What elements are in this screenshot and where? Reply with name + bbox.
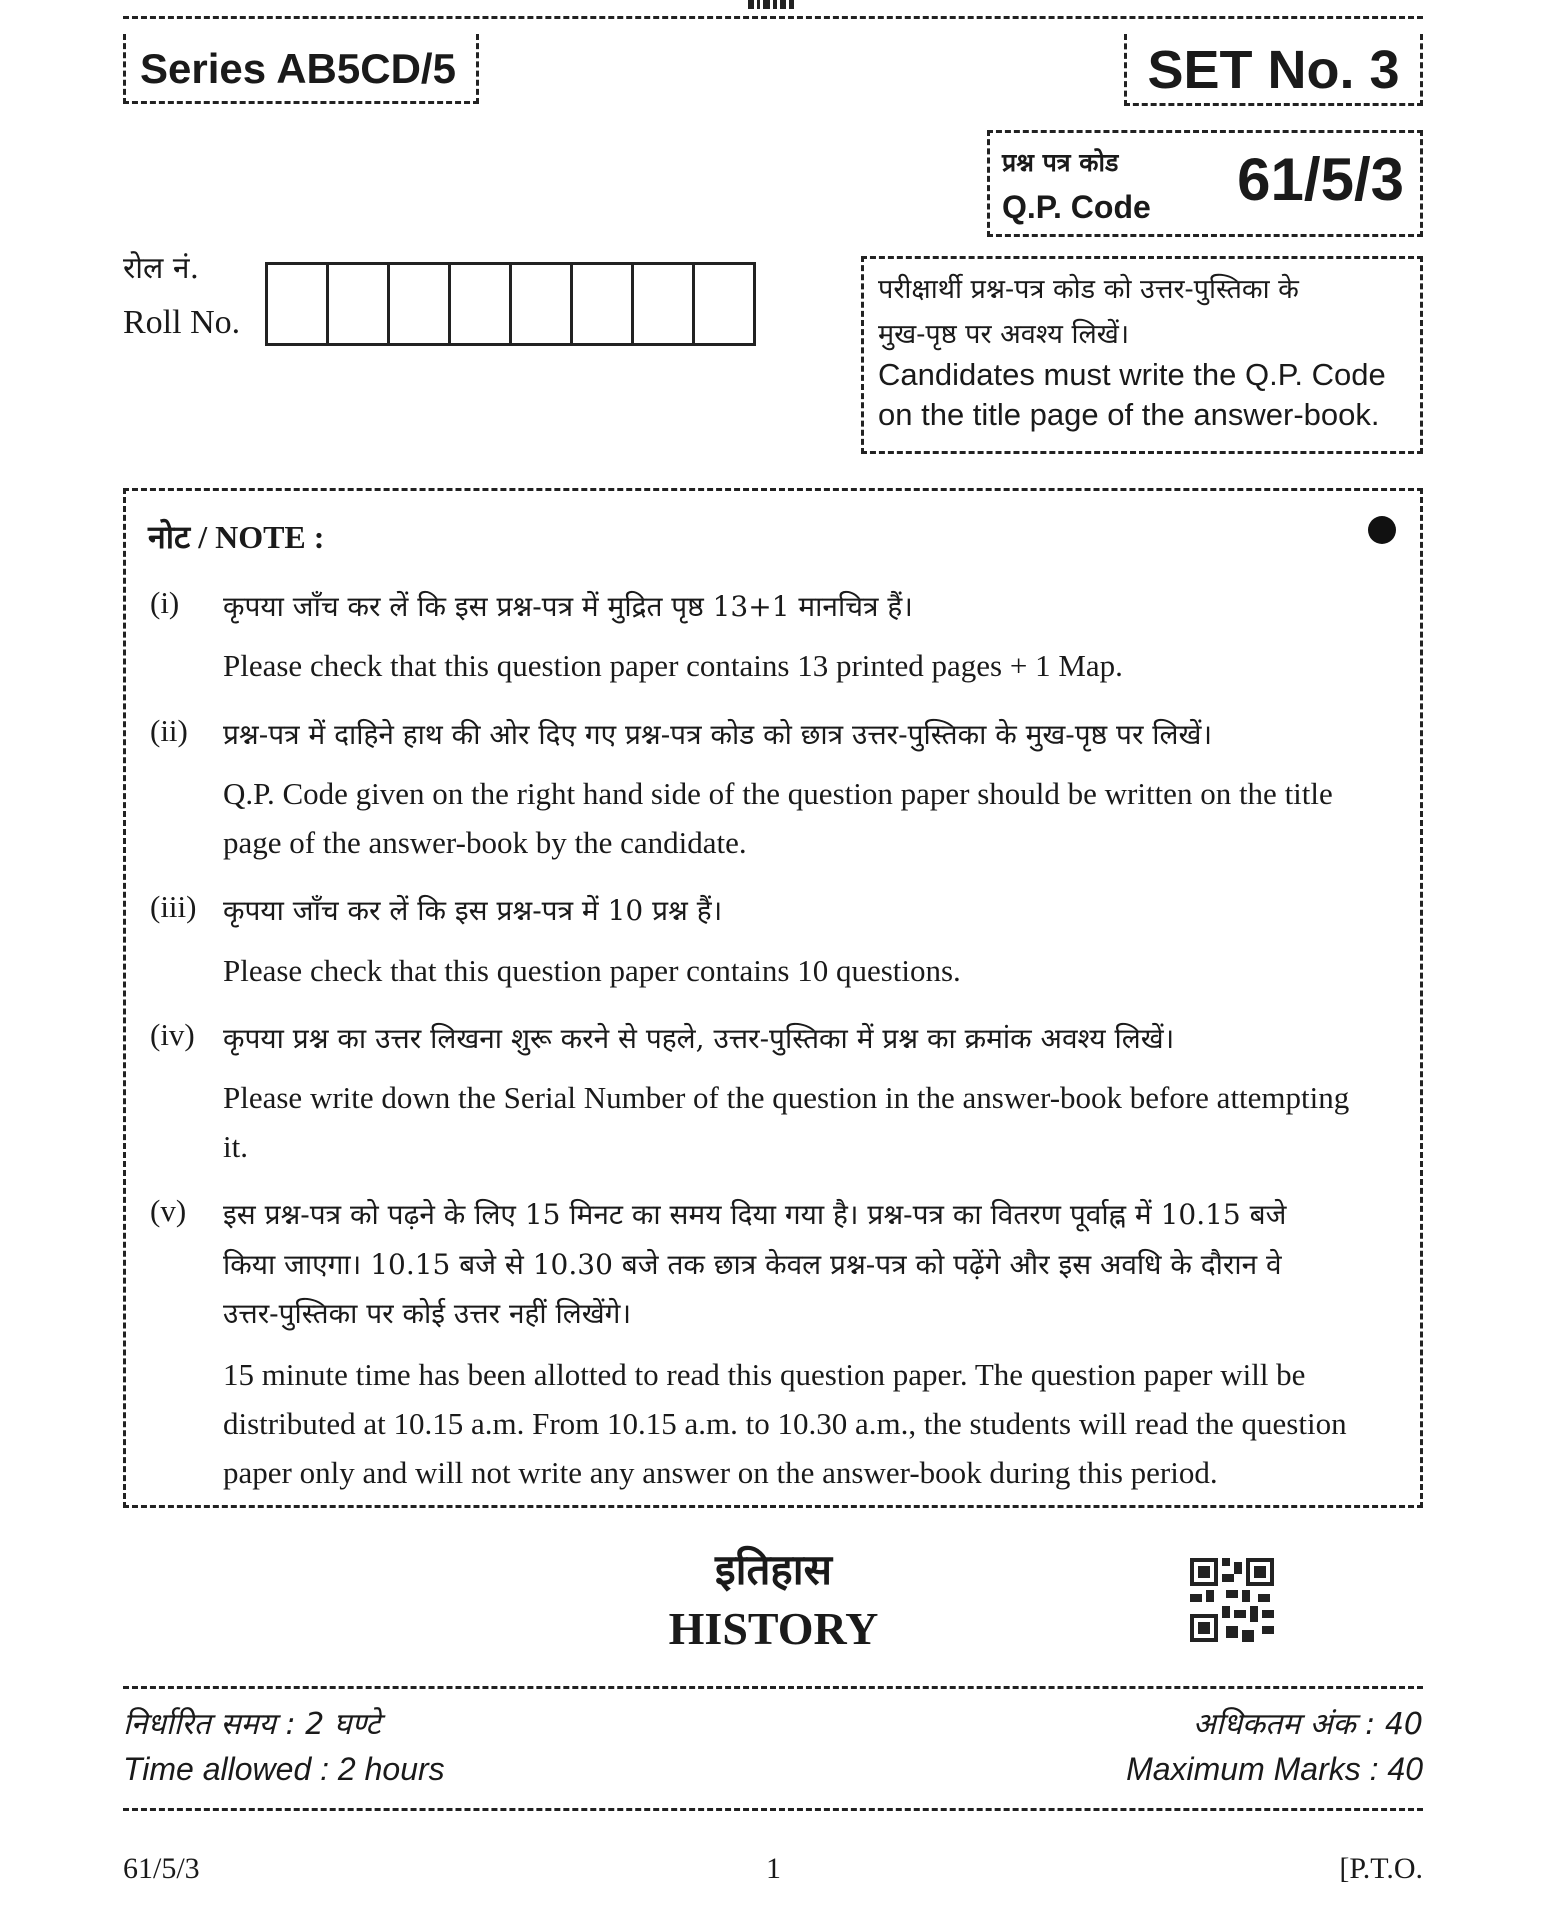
footer-code: 61/5/3: [123, 1852, 200, 1885]
time-allowed-english: Time allowed : 2 hours: [123, 1751, 445, 1787]
top-barcode-icon: [748, 0, 794, 9]
note-item-hindi-text: किया जाएगा। 10.15 बजे से 10.30 बजे तक छात्र केवल प्रश्न-पत्र को पढ़ेंगे और इस अवधि के दौरान वे: [223, 1248, 1282, 1281]
instruction-hindi-line: परीक्षार्थी प्रश्न-पत्र कोड को उत्तर-पुस्तिका के: [878, 274, 1299, 305]
time-section-top-rule: [123, 1686, 1423, 1689]
note-item-number: (v): [150, 1193, 187, 1228]
note-item-english-text: Q.P. Code given on the right hand side of the question paper should be written on the title: [223, 776, 1333, 811]
note-title: [148, 515, 324, 558]
note-item-hindi-text: उत्तर-पुस्तिका पर कोई उत्तर नहीं लिखेंगे।: [223, 1297, 632, 1330]
note-item-number: (iii): [150, 889, 197, 924]
roll-number-cell[interactable]: [695, 265, 753, 343]
instruction-english-line: on the title page of the answer-book.: [878, 397, 1380, 432]
note-item-english-text: page of the answer-book by the candidate.: [223, 825, 747, 860]
note-item-english-text: paper only and will not write any answer on the answer-book during this period.: [223, 1455, 1218, 1490]
qp-label-hindi: प्रश्न पत्र कोड: [1002, 148, 1119, 177]
note-title-hindi: नोट: [148, 518, 191, 556]
note-item-english-text: Please write down the Serial Number of the question in the answer-book before attempting: [223, 1080, 1350, 1115]
time-allowed-hindi: निर्धारित समय : 2 घण्टे: [123, 1707, 381, 1742]
roll-number-cell[interactable]: [390, 265, 451, 343]
note-item-number: (i): [150, 585, 180, 620]
roll-number-grid[interactable]: [265, 262, 756, 346]
note-item-hindi-text: प्रश्न-पत्र में दाहिने हाथ की ओर दिए गए प्रश्न-पत्र कोड को छात्र उत्तर-पुस्तिका के मुख-पृष्ठ पर लिखें।: [223, 718, 1213, 751]
note-section: [123, 488, 1423, 1508]
time-section-bottom-rule: [123, 1808, 1423, 1811]
qp-code-box: [987, 130, 1423, 237]
note-title-separator: /: [190, 519, 216, 555]
subject-title-english: HISTORY: [668, 1603, 879, 1654]
subject-title-hindi: इतिहास: [714, 1545, 832, 1594]
roll-label-hindi: रोल नं.: [123, 251, 200, 286]
roll-number-cell[interactable]: [573, 265, 634, 343]
note-item-hindi-text: कृपया प्रश्न का उत्तर लिखना शुरू करने से पहले, उत्तर-पुस्तिका में प्रश्न का क्रमांक अवश्य लिखें।: [223, 1022, 1175, 1055]
candidate-instruction-box: [861, 256, 1423, 454]
top-dashed-rule: [123, 16, 1423, 19]
note-item-english-text: 15 minute time has been allotted to read this question paper. The question paper will be: [223, 1357, 1306, 1392]
maximum-marks-hindi: अधिकतम अंक : 40: [1192, 1707, 1423, 1742]
maximum-marks-english: Maximum Marks : 40: [1126, 1751, 1423, 1787]
qp-code-value: 61/5/3: [1237, 146, 1404, 213]
note-item-english-text: Please check that this question paper contains 10 questions.: [223, 953, 961, 988]
footer-page-number: 1: [766, 1852, 781, 1885]
footer-pto: [P.T.O.: [1339, 1852, 1423, 1885]
qr-code-icon: [1190, 1558, 1274, 1642]
qp-label-english: Q.P. Code: [1002, 189, 1151, 225]
note-item-english-text: it.: [223, 1129, 248, 1164]
note-item-hindi-text: कृपया जाँच कर लें कि इस प्रश्न-पत्र में 10 प्रश्न हैं।: [223, 894, 723, 927]
series-label: Series AB5CD/5: [123, 34, 479, 104]
note-item-hindi-text: इस प्रश्न-पत्र को पढ़ने के लिए 15 मिनट का समय दिया गया है। प्रश्न-पत्र का वितरण पूर्वाह्न में 10.15 बजे: [223, 1198, 1287, 1231]
roll-number-cell[interactable]: [329, 265, 390, 343]
roll-label-english: Roll No.: [123, 304, 241, 341]
note-title-english: NOTE :: [215, 519, 325, 555]
note-item-number: (iv): [150, 1017, 195, 1052]
note-item-english-text: distributed at 10.15 a.m. From 10.15 a.m. to 10.30 a.m., the students will read the question: [223, 1406, 1347, 1441]
bullet-dot-icon: [1368, 516, 1396, 544]
roll-number-cell[interactable]: [634, 265, 695, 343]
note-item-english-text: Please check that this question paper contains 13 printed pages + 1 Map.: [223, 648, 1123, 683]
instruction-english-line: Candidates must write the Q.P. Code: [878, 357, 1386, 392]
roll-number-cell[interactable]: [512, 265, 573, 343]
set-number: SET No. 3: [1124, 34, 1423, 106]
roll-number-cell[interactable]: [268, 265, 329, 343]
instruction-hindi-line: मुख-पृष्ठ पर अवश्य लिखें।: [878, 319, 1130, 350]
note-item-hindi-text: कृपया जाँच कर लें कि इस प्रश्न-पत्र में मुद्रित पृष्ठ 13+1 मानचित्र हैं।: [223, 590, 913, 623]
roll-number-cell[interactable]: [451, 265, 512, 343]
note-item-number: (ii): [150, 713, 188, 748]
